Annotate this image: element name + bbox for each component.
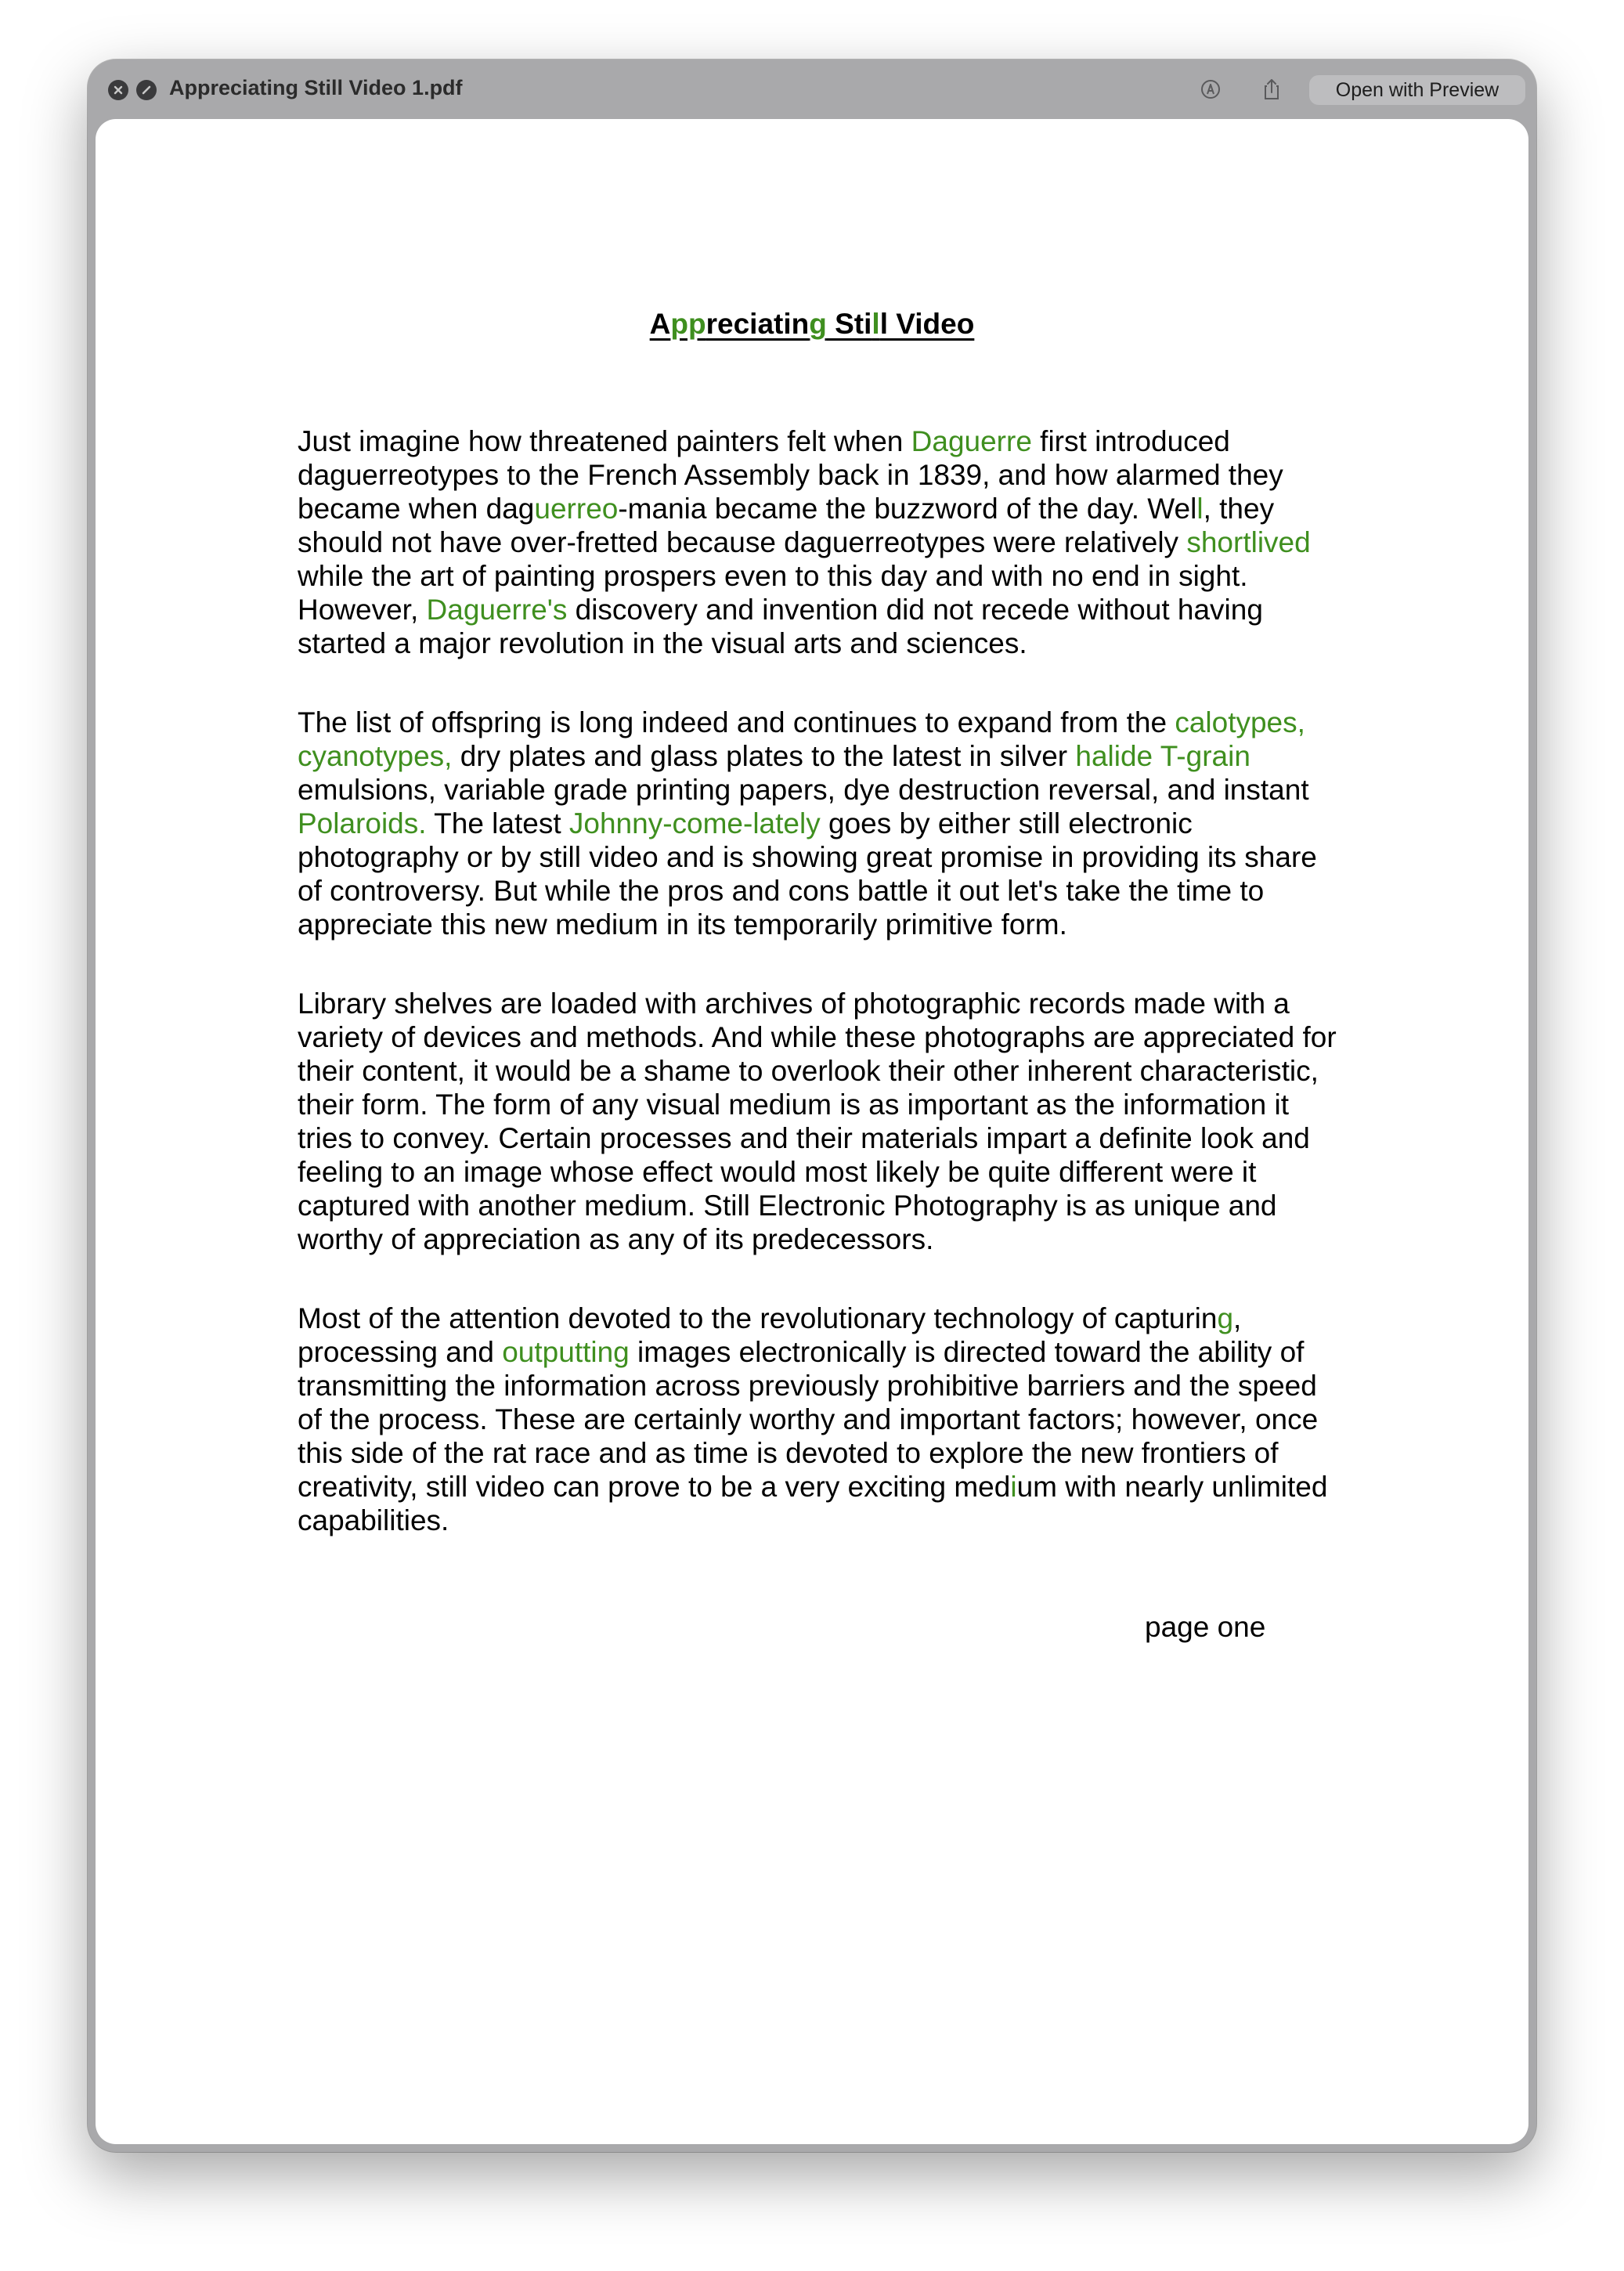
highlighted-text: shortlived (1186, 526, 1311, 558)
quicklook-window (88, 60, 1536, 2152)
pdf-page (96, 119, 1528, 2144)
highlighted-text: Daguerre (911, 425, 1032, 457)
text-run: dry plates and glass plates to the latest in silver (452, 740, 1076, 772)
page-number: page one (1145, 1611, 1266, 1643)
highlighted-text: Daguerre's (426, 594, 568, 626)
highlighted-text: halide T-grain (1075, 740, 1250, 772)
paragraph-3: Library shelves are loaded with archives of photographic records made with a variety of devices and methods. And while these photographs are appreciated for their content, it would be a shame to overlook their other inherent characteristic, their form. The form of any visual medium is as important as the information it tries to convey. Certain processes and their materials impart a definite look and feeling to an image whose effect would most likely be quite different were it captured with another medium. Still Electronic Photography is as unique and worthy of appreciation as any of its predecessors. (298, 987, 1337, 1255)
highlighted-text: outputting (502, 1336, 630, 1368)
text-run: Just imagine how threatened painters felt when (298, 425, 911, 457)
title-part: l (872, 308, 880, 340)
document-title (96, 307, 1528, 341)
text-run: discovery and invention did not recede without having started a major revolution in the visual arts and sciences. (298, 594, 1263, 659)
title-part: Sti (826, 308, 872, 340)
highlighted-text: uerreo (534, 493, 619, 525)
text-run: um with nearly unlimited capabilities. (298, 1471, 1328, 1536)
stop-icon[interactable] (136, 80, 157, 100)
open-with-preview-button[interactable]: Open with Preview (1309, 75, 1525, 105)
document-body (298, 424, 1347, 1583)
text-run: first introduced daguerreotypes to the French Assembly back in 1839, and how alarmed they became when dag (298, 425, 1283, 525)
title-part: reciatin (706, 308, 810, 340)
title-part: g (809, 308, 827, 340)
title-part: l Video (879, 308, 975, 340)
text-run: goes by either still electronic photography or by still video and is showing great promise in providing its share of controversy. But while the pros and cons battle it out let's take the time to appreciate this new medium in its temporarily primitive form. (298, 807, 1317, 941)
highlighted-text: l (1196, 493, 1204, 525)
text-run: emulsions, variable grade printing papers, dye destruction reversal, and instant (298, 774, 1309, 806)
text-run: -mania became the buzzword of the day. Wel (618, 493, 1197, 525)
title-bar (88, 60, 1536, 119)
share-icon[interactable] (1256, 74, 1287, 105)
text-run: Most of the attention devoted to the revolutionary technology of capturin (298, 1302, 1218, 1334)
text-run: images electronically is directed toward the ability of transmitting the information across previously prohibitive barriers and the speed of the process. These are certainly worthy and important factors; however, once this side of the rat race and as time is devoted to explore the new frontiers of creativity, still video can prove to be a very exciting med (298, 1336, 1319, 1503)
markup-icon[interactable] (1195, 74, 1226, 105)
title-part: A (649, 308, 671, 340)
title-part: pp (670, 308, 706, 340)
highlighted-text: Johnny-come-lately (568, 807, 821, 839)
text-run: while the art of painting prospers even to this day and with no end in sight. However, (298, 560, 1248, 626)
paragraph-2 (298, 706, 1347, 941)
text-run: The latest (426, 807, 569, 839)
paragraph-4 (298, 1302, 1347, 1537)
text-run: The list of offspring is long indeed and continues to expand from the (298, 706, 1175, 738)
highlighted-text: calotypes, cyanotypes, (298, 706, 1305, 772)
paragraph-1 (298, 424, 1347, 660)
highlighted-text: g (1217, 1302, 1234, 1334)
text-run: , processing and (298, 1302, 1242, 1368)
window-title: Appreciating Still Video 1.pdf (169, 76, 463, 99)
close-icon[interactable] (108, 80, 128, 100)
highlighted-text: i (1010, 1471, 1017, 1503)
text-run: , they should not have over-fretted because daguerreotypes were relatively (298, 493, 1275, 558)
highlighted-text: Polaroids. (298, 807, 427, 839)
